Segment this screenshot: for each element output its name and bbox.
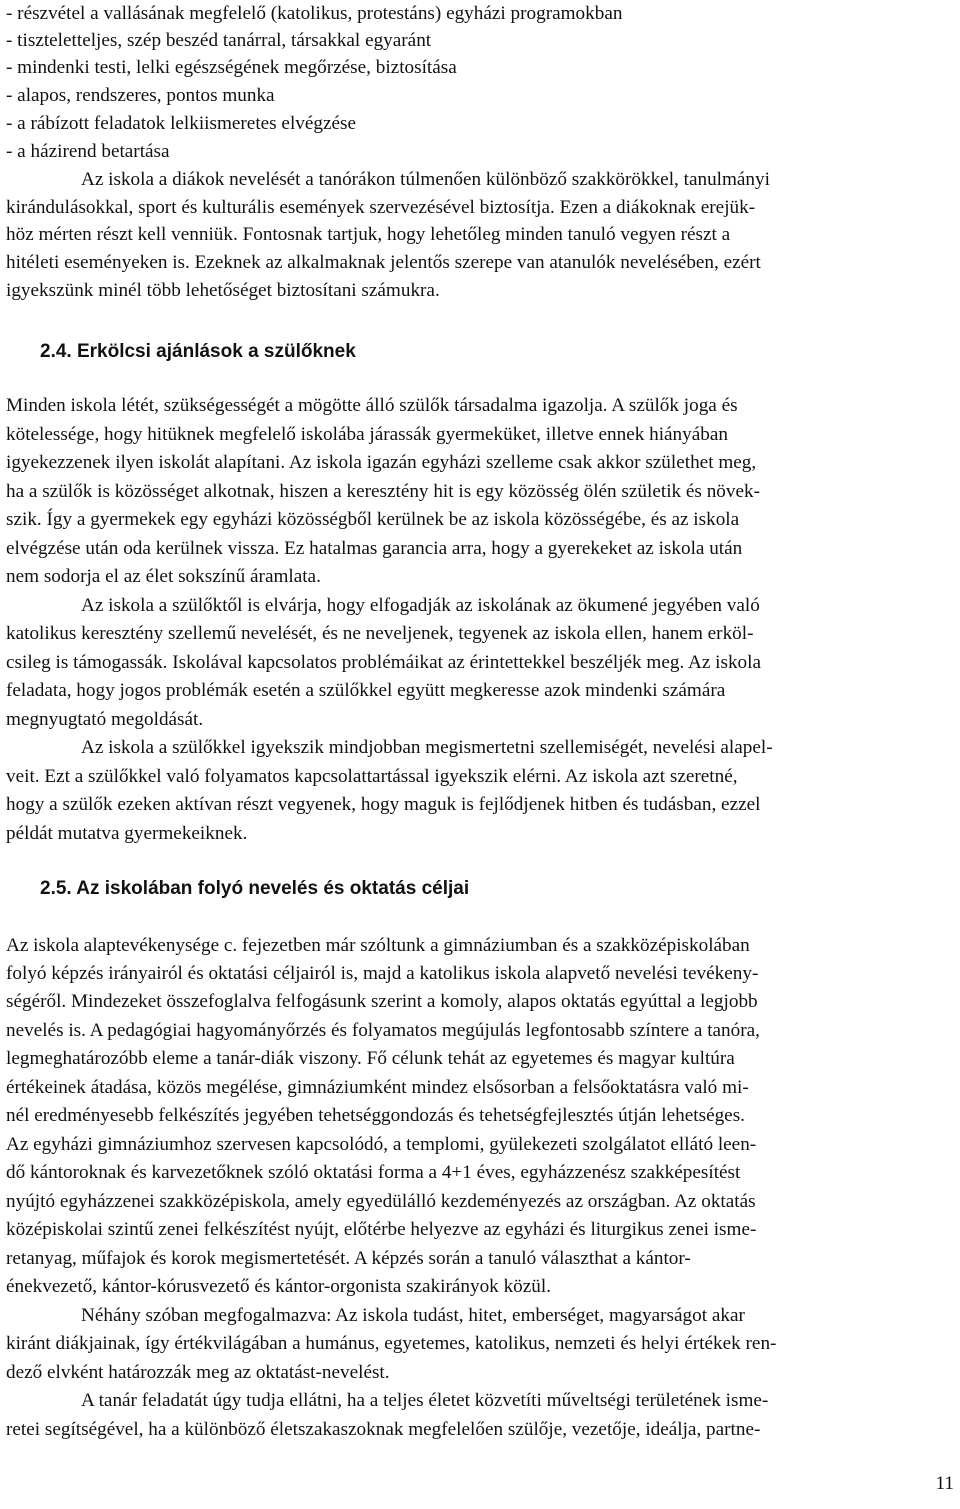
text-line: legmeghatározóbb eleme a tanár-diák viszony. Fő célunk tehát az egyetemes és magyar kultúra — [6, 1048, 735, 1069]
text-line: Az iskola alaptevékenysége c. fejezetben már szóltunk a gimnáziumban és a szakközépiskolában — [6, 935, 750, 956]
text-line: nyújtó egyházzenei szakközépiskola, amely egyedülálló kezdeményezés az országban. Az oktatás — [6, 1191, 756, 1212]
text-line: elvégzése után oda kerülnek vissza. Ez hatalmas garancia arra, hogy a gyerekeket az iskola után — [6, 538, 743, 559]
text-line: nél eredményesebb felkészítés jegyében tehetséggondozás és tehetségfejlesztés útján lehetséges. — [6, 1105, 745, 1126]
text-line: ségéről. Mindezeket összefoglalva felfogásunk szerint a komoly, alapos oktatás egyúttal a legjobb — [6, 991, 758, 1012]
text-line: retanyag, műfajok és korok megismertetését. A képzés során a tanuló választhat a kántor- — [6, 1248, 691, 1269]
text-line: kiránt diákjainak, így értékvilágában a humánus, egyetemes, katolikus, nemzeti és helyi értékek ren- — [6, 1333, 777, 1354]
text-line: énekvezető, kántor-kórusvezető és kántor-orgonista szakirányok közül. — [6, 1276, 551, 1297]
text-line: Néhány szóban megfogalmazva: Az iskola tudást, hitet, emberséget, magyarságot akar — [81, 1305, 745, 1326]
text-line: dező elvként határozzák meg az oktatást-nevelést. — [6, 1362, 390, 1383]
text-line: nem sodorja el az élet sokszínű áramlata. — [6, 566, 321, 587]
bullet-item: - tiszteletteljes, szép beszéd tanárral, társakkal egyaránt — [6, 30, 432, 51]
text-line: Az egyházi gimnáziumhoz szervesen kapcsolódó, a templomi, gyülekezeti szolgálatot ellátó leen- — [6, 1134, 757, 1155]
text-line: hitéleti eseményeken is. Ezeknek az alkalmaknak jelentős szerepe van atanulók nevelésében, ezért — [6, 252, 761, 273]
text-line: retei segítségével, ha a különböző életszakaszoknak megfelelően szülője, vezetője, ideálja, partne- — [6, 1419, 761, 1440]
text-line: középiskolai szintű zenei felkészítést nyújt, előtérbe helyezve az egyházi és liturgikus zenei isme- — [6, 1219, 757, 1240]
text-line: folyó képzés irányairól és oktatási céljairól is, majd a katolikus iskola alapvető nevelési tevékeny- — [6, 963, 759, 984]
text-line: Az iskola a diákok nevelését a tanórákon túlmenően különböző szakkörökkel, tanulmányi — [81, 169, 770, 190]
text-line: katolikus keresztény szellemű nevelését, és ne neveljenek, tegyenek az iskola ellen, hanem erköl- — [6, 623, 754, 644]
text-line: Minden iskola létét, szükségességét a mögötte álló szülők társadalma igazolja. A szülők joga és — [6, 395, 738, 416]
text-line: igyekszünk minél több lehetőséget biztosítani számukra. — [6, 280, 440, 301]
text-line: értékeinek átadása, közös megélése, gimnáziumként mindez elsősorban a felsőoktatásra való mi- — [6, 1077, 749, 1098]
bullet-item: - alapos, rendszeres, pontos munka — [6, 85, 275, 106]
section-heading-2-5: 2.5. Az iskolában folyó nevelés és oktatás céljai — [40, 878, 470, 899]
text-line: dő kántoroknak és karvezetőknek szóló oktatási forma a 4+1 éves, egyházzenész szakképesítést — [6, 1162, 741, 1183]
text-line: példát mutatva gyermekeiknek. — [6, 823, 248, 844]
bullet-item: - részvétel a vallásának megfelelő (katolikus, protestáns) egyházi programokban — [6, 3, 623, 24]
text-line: igyekezzenek ilyen iskolát alapítani. Az iskola igazán egyházi szelleme csak akkor születhet meg, — [6, 452, 757, 473]
text-line: szik. Így a gyermekek egy egyházi közösségből kerülnek be az iskola közösségébe, és az iskola — [6, 509, 740, 530]
text-line: kötelessége, hogy hitüknek megfelelő iskolába járassák gyermeküket, illetve ennek hiányában — [6, 424, 728, 445]
text-line: höz mérten részt kell venniük. Fontosnak tartjuk, hogy lehetőleg minden tanuló vegyen részt a — [6, 224, 731, 245]
text-line: megnyugtató megoldását. — [6, 709, 204, 730]
text-line: kirándulásokkal, sport és kulturális események szervezésével biztosítja. Ezen a diákoknak erejük- — [6, 197, 756, 218]
text-line: A tanár feladatát úgy tudja ellátni, ha a teljes életet közvetíti műveltségi területének isme- — [81, 1390, 769, 1411]
text-line: hogy a szülők ezeken aktívan részt vegyenek, hogy maguk is fejlődjenek hitben és tudásban, ezzel — [6, 794, 761, 815]
page-number: 11 — [935, 1473, 954, 1494]
bullet-item: - a házirend betartása — [6, 141, 170, 162]
text-line: csileg is támogassák. Iskolával kapcsolatos problémáikat az érintettekkel beszéljék meg. Az iskola — [6, 652, 762, 673]
text-line: nevelés is. A pedagógiai hagyományőrzés és folyamatos megújulás legfontosabb színtere a tanóra, — [6, 1020, 760, 1041]
text-line: veit. Ezt a szülőkkel való folyamatos kapcsolattartással igyekszik elérni. Az iskola azt szeretné, — [6, 766, 738, 787]
text-line: feladata, hogy jogos problémák esetén a szülőkkel együtt megkeresse azok mindenki számára — [6, 680, 726, 701]
text-line: Az iskola a szülőkkel igyekszik mindjobban megismertetni szellemiségét, nevelési alapel- — [81, 737, 773, 758]
text-line: ha a szülők is közösséget alkotnak, hiszen a keresztény hit is egy közösség ölén születik és növek- — [6, 481, 760, 502]
section-heading-2-4: 2.4. Erkölcsi ajánlások a szülőknek — [40, 341, 356, 362]
bullet-item: - a rábízott feladatok lelkiismeretes elvégzése — [6, 113, 357, 134]
text-line: Az iskola a szülőktől is elvárja, hogy elfogadják az iskolának az ökumené jegyében való — [81, 595, 760, 616]
bullet-item: - mindenki testi, lelki egészségének megőrzése, biztosítása — [6, 57, 457, 78]
